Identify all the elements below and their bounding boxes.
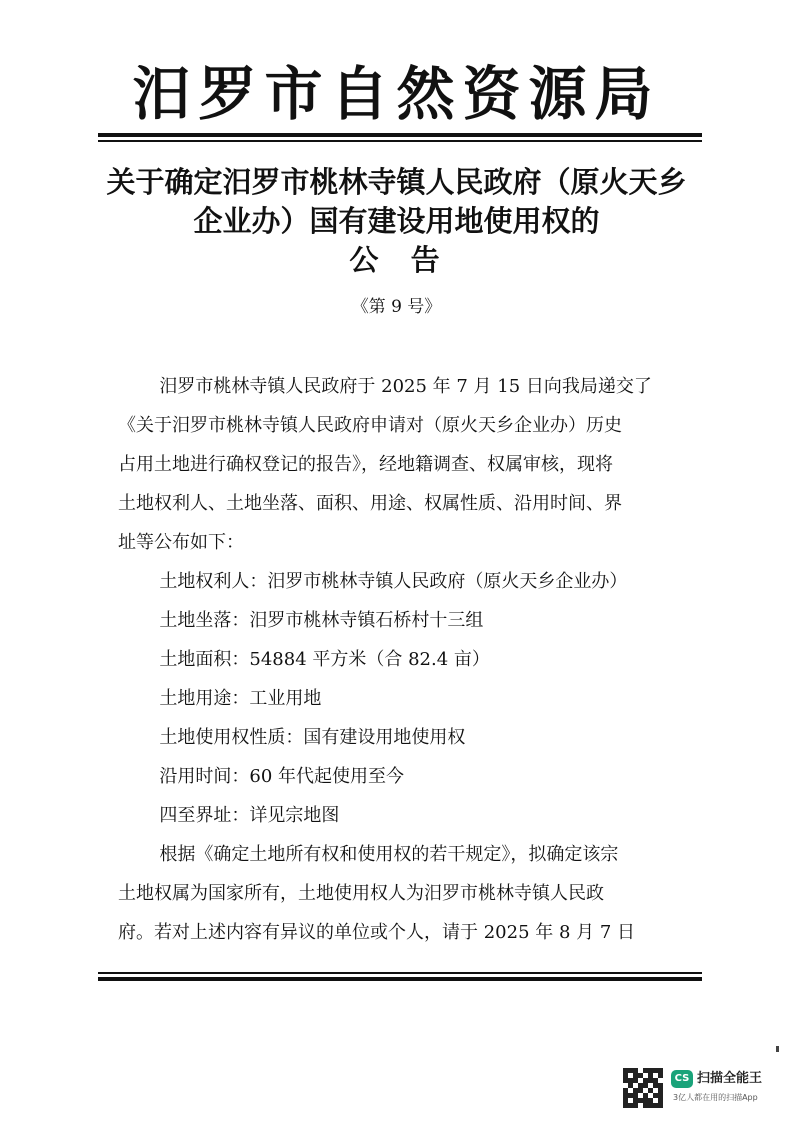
agency-masthead: 汨罗市自然资源局 [132, 60, 661, 128]
field-land-use [118, 679, 698, 718]
field-value: 54884 平方米（合 82.4 亩） [249, 649, 490, 670]
intro-line: 占用土地进行确权登记的报告》，经地籍调查、权属审核，现将 [118, 454, 613, 475]
field-value: 国有建设用地使用权 [303, 727, 466, 748]
conclusion-line: 府。若对上述内容有异议的单位或个人，请于 2025 年 8 月 7 日 [118, 922, 636, 943]
notice-title-line-1: 关于确定汨罗市桃林寺镇人民政府（原火天乡 [106, 165, 687, 199]
field-use-right-nature [118, 718, 698, 757]
camscanner-logo-icon: CS [671, 1070, 693, 1088]
scanner-app-name: 扫描全能王 [697, 1071, 763, 1086]
field-label: 沿用时间： [159, 766, 250, 787]
field-label: 土地权利人： [159, 571, 268, 592]
intro-line: 汨罗市桃林寺镇人民政府于 2025 年 7 月 15 日向我局递交了 [159, 376, 652, 397]
field-value: 工业用地 [249, 688, 322, 709]
field-value: 详见宗地图 [249, 805, 340, 826]
conclusion-line: 根据《确定土地所有权和使用权的若干规定》，拟确定该宗 [159, 844, 619, 865]
scanner-watermark [619, 1066, 779, 1110]
conclusion-line: 土地权属为国家所有，土地使用权人为汨罗市桃林寺镇人民政 [118, 883, 604, 904]
masthead-rule-thin [98, 140, 702, 142]
intro-line: 土地权利人、土地坐落、面积、用途、权属性质、沿用时间、界 [118, 493, 622, 514]
intro-line: 《关于汨罗市桃林寺镇人民政府申请对（原火天乡企业办）历史 [118, 415, 622, 436]
field-land-rights-holder [118, 562, 698, 601]
footer-rule-thick [98, 977, 702, 981]
masthead-rule-thick [98, 133, 702, 137]
field-land-location [118, 601, 698, 640]
document-number: 《第 9 号》 [351, 297, 442, 317]
field-boundaries [118, 796, 698, 835]
notice-title-line-3: 公 告 [349, 243, 444, 277]
field-label: 土地用途： [159, 688, 250, 709]
footer-rule-thin [98, 972, 702, 974]
notice-body [118, 367, 698, 952]
scan-edge-mark [776, 1046, 779, 1052]
field-land-area [118, 640, 698, 679]
field-value: 汨罗市桃林寺镇人民政府（原火天乡企业办） [267, 571, 628, 592]
field-label: 四至界址： [159, 805, 250, 826]
scanner-app-tagline: 3亿人都在用的扫描App [673, 1093, 758, 1102]
notice-title-line-2: 企业办）国有建设用地使用权的 [193, 204, 600, 238]
field-value: 汨罗市桃林寺镇石桥村十三组 [249, 610, 484, 631]
field-value: 60 年代起使用至今 [249, 766, 405, 787]
field-label: 土地坐落： [159, 610, 250, 631]
field-usage-period [118, 757, 698, 796]
field-label: 土地使用权性质： [159, 727, 304, 748]
qr-code-icon [623, 1068, 663, 1108]
field-label: 土地面积： [159, 649, 250, 670]
intro-line: 址等公布如下： [118, 532, 244, 553]
